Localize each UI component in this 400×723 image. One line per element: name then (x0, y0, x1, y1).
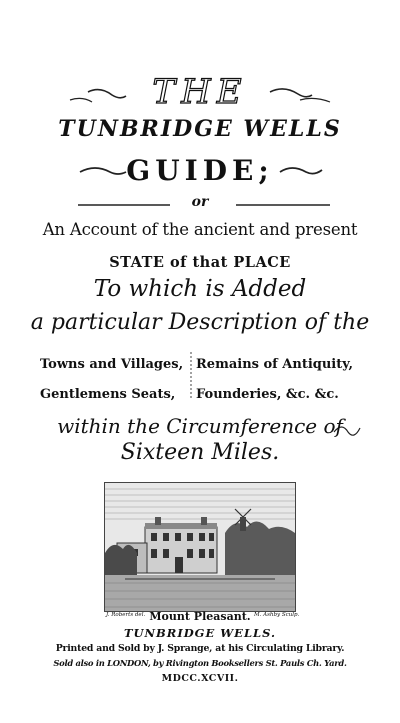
contents-right-column (196, 350, 366, 410)
engraving-caption: Mount Pleasant. (149, 610, 251, 623)
engraver-credit-left: J. Roberts del. (106, 612, 146, 618)
engraver-credit-right: M. Ashby Sculp. (254, 612, 300, 618)
contents-left-column (40, 350, 190, 410)
title-the: THE (152, 72, 248, 112)
contents-item: Remains of Antiquity, (196, 357, 354, 372)
imprint-date: MDCC.XCVII. (161, 673, 239, 684)
state-line: STATE of that PLACE (109, 254, 291, 271)
also-sold-line: Sold also in LONDON, by Rivington Booksellers St. Pauls Ch. Yard. (53, 658, 347, 668)
sixteen-miles: Sixteen Miles. (120, 440, 280, 465)
title-town: TUNBRIDGE WELLS (58, 116, 342, 142)
title-guide: GUIDE; (126, 154, 274, 187)
or-connector: or (191, 194, 209, 210)
imprint-place: TUNBRIDGE WELLS. (123, 626, 277, 640)
contents-item: Founderies, &c. &c. (196, 387, 339, 402)
subtitle: An Account of the ancient and present (42, 220, 358, 239)
particular-description: a particular Description of the (30, 310, 370, 335)
printer-line: Printed and Sold by J. Sprange, at his Circulating Library. (55, 643, 345, 654)
contents-item: Gentlemens Seats, (40, 387, 176, 402)
mount-pleasant-engraving (104, 482, 296, 612)
contents-item: Towns and Villages, (40, 357, 184, 372)
to-which-added: To which is Added (93, 276, 307, 302)
within-circumference: within the Circumference of (57, 414, 343, 438)
